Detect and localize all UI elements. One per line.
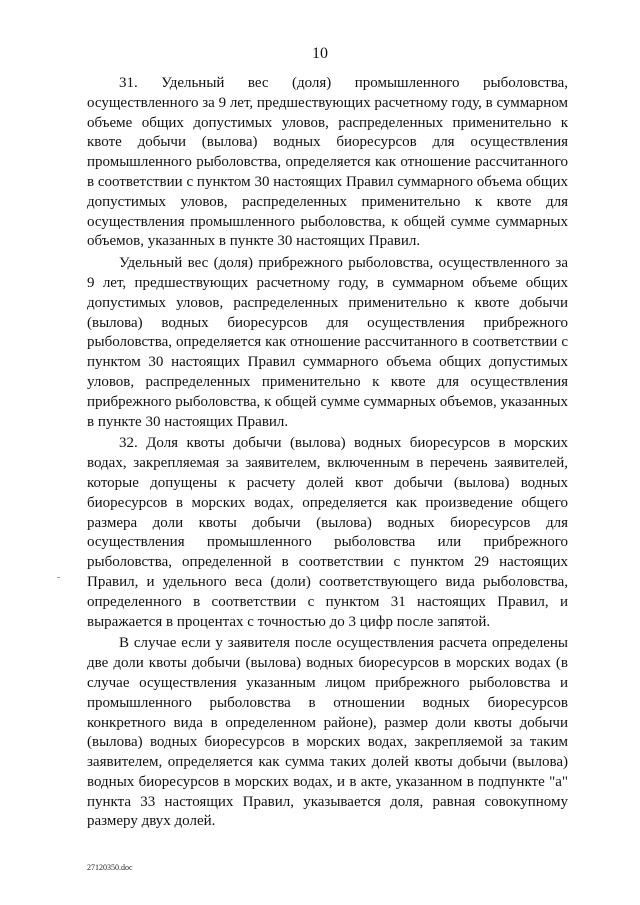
page-number: 10: [312, 45, 328, 62]
paragraph-31: 31. Удельный вес (доля) промышленного рыболовства, осуществленного за 9 лет, предшествующих расчетному году, в суммарном объеме общих допустимых уловов, распределенных применительно к квоте добычи (вылова) водных биоресурсов для осуществления промышленного рыболовства, определяется как отношение рассчитанного в соответствии с пунктом 30 настоящих Правил суммарного объема общих допустимых уловов, распределенных применительно к квоте для осуществления промышленного рыболовства, к общей сумме суммарных объемов, указанных в пункте 30 настоящих Правил.: [87, 75, 569, 250]
document-body: [87, 74, 568, 834]
document-file-code: 27120350.doc: [87, 863, 133, 872]
paragraph-two-shares: В случае если у заявителя после осуществления расчета определены две доли квоты добычи (вылова) водных биоресурсов в морских водах (в случае осуществления указанным лицом прибрежного рыболовства и промышленного рыболовства в отношении водных биоресурсов конкретного вида в определенном районе), размер доли квоты добычи (вылова) водных биоресурсов в морских водах, закрепляемой за таким заявителем, определяется как сумма таких долей квоты добычи (вылова) водных биоресурсов в морских водах, и в акте, указанном в подпункте "а" пункта 33 настоящих Правил, указывается доля, равная совокупному размеру двух долей.: [87, 635, 568, 830]
paragraph-32: 32. Доля квоты добычи (вылова) водных биоресурсов в морских водах, закрепляемая за заявителем, включенным в перечень заявителей, которые допущены к расчету долей квот добычи (вылова) водных биоресурсов в морских водах, определяется как произведение общего размера доли квоты добычи (вылова) водных биоресурсов для осуществления промышленного рыболовства или прибрежного рыболовства, определенной в соответствии с пунктом 29 настоящих Правил, и удельного веса (доли) соответствующего вида рыболовства, определенного в соответствии с пунктом 31 настоящих Правил, и выражается в процентах с точностью до 3 цифр после запятой.: [87, 435, 568, 630]
margin-mark: [57, 577, 60, 578]
paragraph-coastal-share: Удельный вес (доля) прибрежного рыболовства, осуществленного за 9 лет, предшествующих расчетному году, в суммарном объеме общих допустимых уловов, распределенных применительно к квоте добычи (вылова) водных биоресурсов для осуществления прибрежного рыболовства, определяется как отношение рассчитанного в соответствии с пунктом 30 настоящих Правил суммарного объема общих допустимых уловов, распределенных применительно к квоте для осуществления прибрежного рыболовства, к общей сумме суммарных объемов, указанных в пункте 30 настоящих Правил.: [87, 255, 568, 430]
